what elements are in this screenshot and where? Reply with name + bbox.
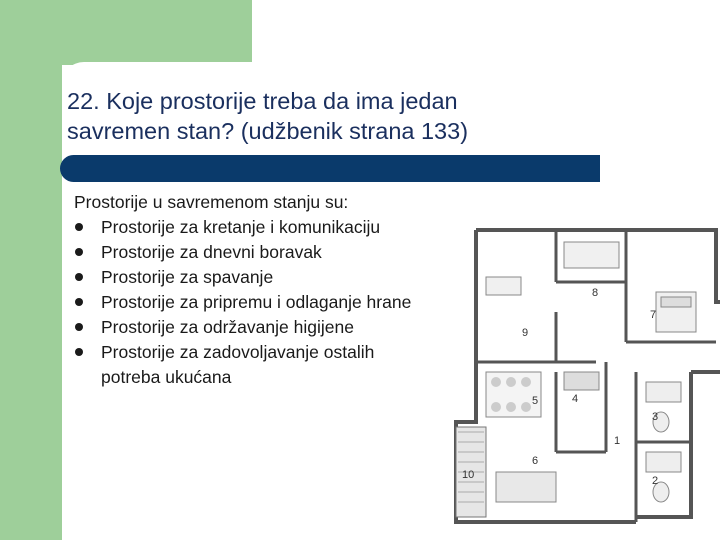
room-number: 1 [614,435,621,447]
title-line-1: 22. Koje prostorije treba da ima jedan [67,88,458,114]
bullet-icon [75,298,83,306]
room-number: 10 [462,469,475,481]
floor-plan-image [446,222,720,540]
room-number: 9 [522,327,529,339]
bullet-icon [75,323,83,331]
room-number: 3 [652,411,659,423]
title-divider-bar [60,155,600,182]
room-number: 7 [650,309,657,321]
bullet-icon [75,223,83,231]
bullet-icon [75,248,83,256]
slide-title [67,86,607,146]
bullet-icon [75,273,83,281]
list-item: Prostorije za kretanje i komunikaciju [74,215,434,240]
bullet-list [74,215,434,390]
room-number: 2 [652,475,659,487]
intro-text: Prostorije u savremenom stanju su: [74,192,349,212]
green-left-strip [0,0,62,540]
list-item: Prostorije za održavanje higijene [74,315,434,340]
list-item: Prostorije za pripremu i odlaganje hrane [74,290,434,315]
room-number: 8 [592,287,599,299]
room-number: 6 [532,455,539,467]
list-item: Prostorije za dnevni boravak [74,240,434,265]
list-item: Prostorije za spavanje [74,265,434,290]
list-item: Prostorije za zadovoljavanje ostalih potreba ukućana [74,340,434,390]
room-number: 5 [532,395,539,407]
slide-content [74,190,434,390]
title-line-2: savremen stan? (udžbenik strana 133) [67,118,469,144]
bullet-icon [75,348,83,356]
room-number: 4 [572,393,579,405]
